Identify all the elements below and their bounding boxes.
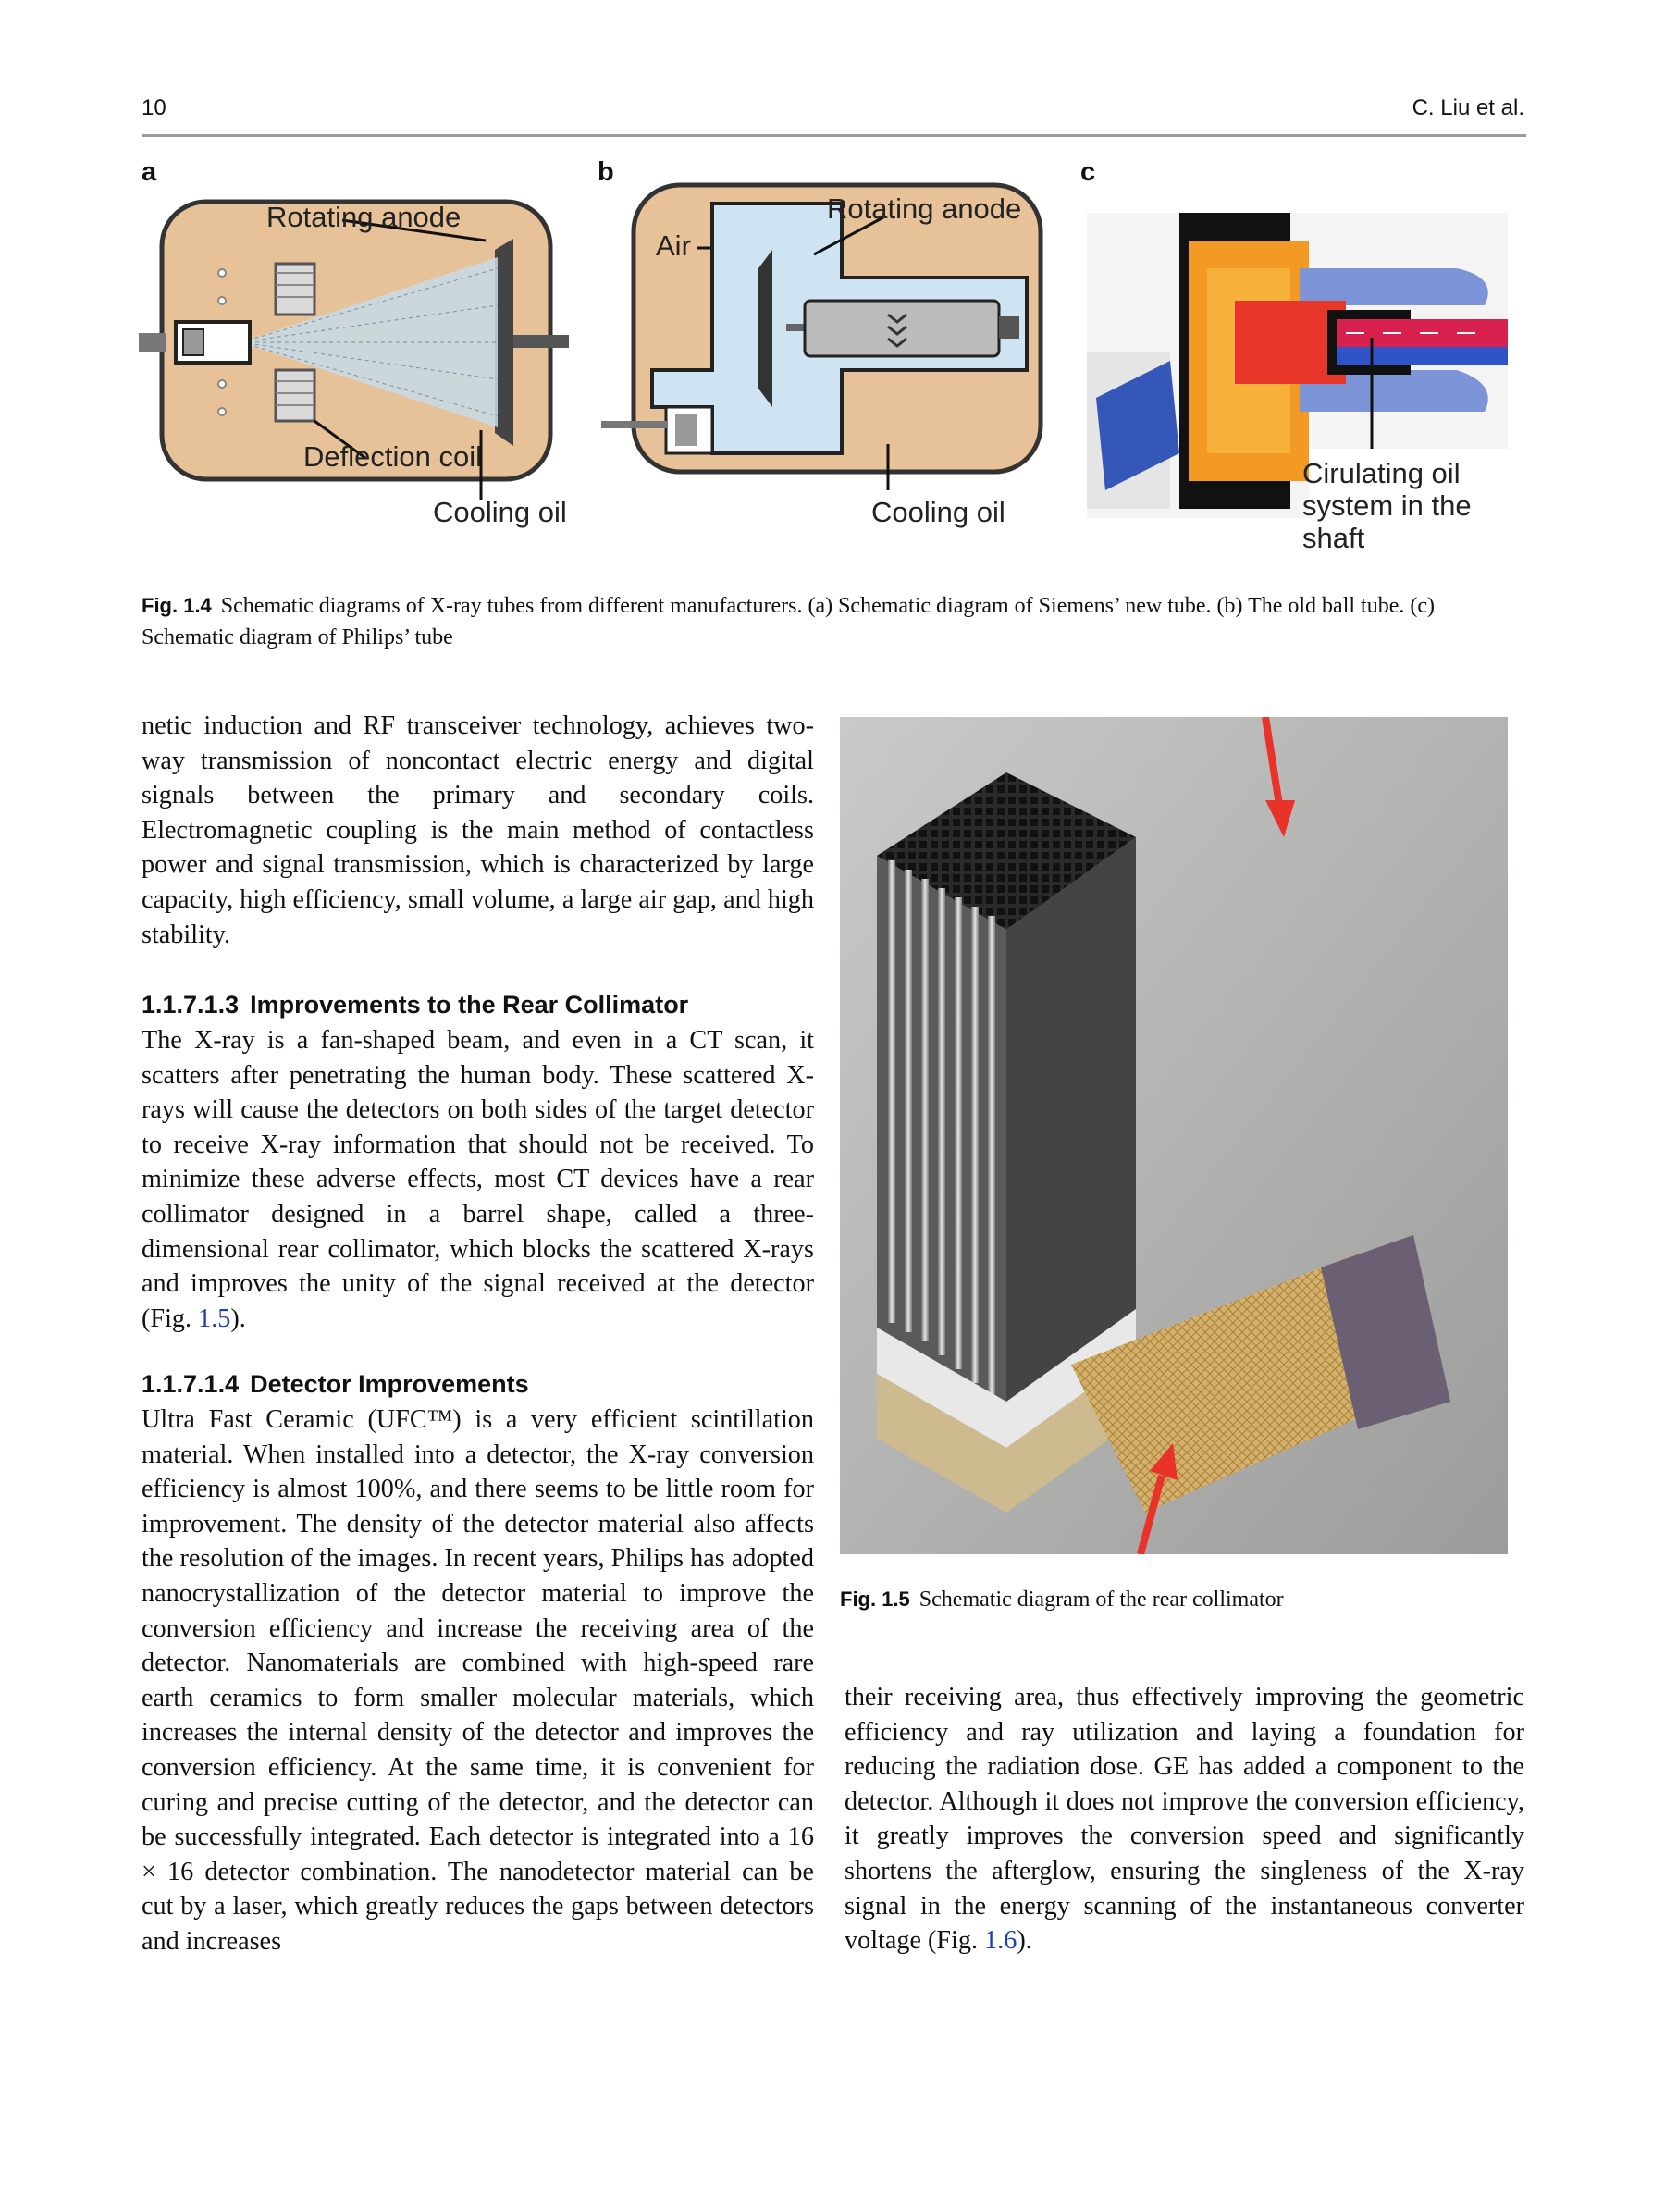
figure-ref-1-6[interactable]: 1.6 <box>984 1926 1018 1956</box>
paragraph-collimator: The X-ray is a fan-shaped beam, and even in a CT scan, it scatters after penetrating the human body. These scattered X-rays will cause the detectors on both sides of the target detector to receive X-ray information that should not be received. To minimize these adverse effects, most CT devices have a rear collimator designed in a barrel shape, called a three-dimensional rear collimator, which blocks the scattered X-rays and improves the unity of the signal received at the detector (Fig. 1.5). <box>142 1026 814 1333</box>
panel-b-diagram <box>601 176 1064 509</box>
figure-1-5-caption <box>840 1584 1508 1615</box>
paragraph-intro: netic induction and RF transceiver technology, achieves two-way transmission of noncontact electric energy and digital signals between the primary and secondary coils. Electromagnetic coupling is the main method of contactless power and signal transmission, which is characterized by large capacity, high efficiency, small volume, a large air gap, and high stability. <box>142 711 814 949</box>
paragraph-detector: Ultra Fast Ceramic (UFC™) is a very efficient scintillation material. When installed into a detector, the X-ray conversion efficiency is almost 100%, and there seems to be little room for improvement. The density of the detector material also affects the resolution of the images. In recent years, Philips has adopted nanocrystallization of the detector material to improve the conversion efficiency and increase the receiving area of the detector. Nanomaterials are combined with high-speed rare earth ceramics to form smaller molecular materials, which increases the internal density of the detector and improves the conversion efficiency. At the same time, it is convenient for curing and precise cutting of the detector, and the detector can be successfully integrated. Each detector is integrated into a 16 × 16 detector combination. The nanodetector material can be cut by a laser, which greatly reduces the gaps between detectors and increases <box>142 1405 814 1956</box>
paragraph-right-continued: their receiving area, thus effectively improving the geometric efficiency and ray utilization and laying a foundation for reducing the radiation dose. GE has added a component to the detector. Although it does not improve the conversion efficiency, it greatly improves the conversion speed and significantly shortens the afterglow, ensuring the singleness of the X-ray signal in the energy scanning of the instantaneous converter voltage (Fig. 1.6). <box>845 1683 1524 1956</box>
section-heading-rear-collimator <box>142 988 814 1022</box>
figure-1-5-label: Fig. 1.5 <box>840 1588 910 1611</box>
figure-1-5-photo <box>840 717 1508 1554</box>
label-c-oil-line1: Cirulating oil <box>1302 457 1461 489</box>
panel-letter-b: b <box>598 157 614 187</box>
label-c-oil-system <box>1302 457 1472 554</box>
figure-1-4 <box>0 0 1665 574</box>
figure-1-4-caption <box>142 590 1524 653</box>
figure-1-5-caption-text: Schematic diagram of the rear collimator <box>919 1588 1284 1612</box>
section-number: 1.1.7.1.3 <box>142 991 240 1019</box>
label-a-rotating-anode: Rotating anode <box>266 201 462 233</box>
label-a-deflection-coil: Deflection coil <box>303 440 482 473</box>
panel-letter-a: a <box>142 157 157 187</box>
label-b-air: Air <box>650 229 697 263</box>
figure-1-4-caption-text: Schematic diagrams of X-ray tubes from different manufacturers. (a) Schematic diagram of Siemens’ new tube. (b) The old ball tube. (c) Schematic diagram of Philips’ tube <box>142 594 1435 649</box>
label-c-oil-line3: shaft <box>1302 522 1365 554</box>
figure-1-4-label: Fig. 1.4 <box>142 594 212 617</box>
section-title: Detector Improvements <box>250 1370 529 1398</box>
panel-letter-c: c <box>1080 157 1096 187</box>
figure-ref-1-5[interactable]: 1.5 <box>198 1304 231 1333</box>
label-b-rotating-anode: Rotating anode <box>827 192 1022 225</box>
section-heading-detector <box>142 1367 814 1402</box>
label-b-cooling-oil: Cooling oil <box>871 496 1005 528</box>
section-title: Improvements to the Rear Collimator <box>250 991 689 1019</box>
label-a-cooling-oil: Cooling oil <box>433 496 567 528</box>
section-number: 1.1.7.1.4 <box>142 1370 240 1398</box>
label-c-oil-line2: system in the <box>1302 489 1472 522</box>
running-header-authors: C. Liu et al. <box>1412 95 1524 120</box>
page-number: 10 <box>142 95 166 120</box>
